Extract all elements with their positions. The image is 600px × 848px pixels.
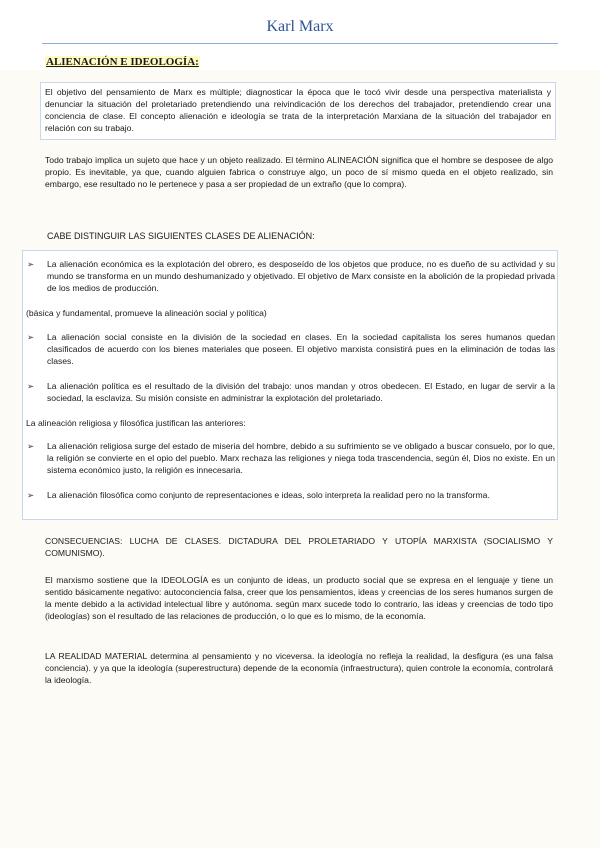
arrow-bullet-icon: ➢	[27, 441, 35, 451]
intro-box	[40, 82, 556, 140]
arrow-bullet-icon: ➢	[27, 381, 35, 391]
arrow-bullet-icon: ➢	[27, 259, 35, 269]
intro-text: El objetivo del pensamiento de Marx es múltiple; diagnosticar la época que le tocó vivir desde una perspectiva materialista y denunciar la situación del proletariado pretendiendo una reivindicación de los derechos del trabajador, pretendiendo crear una conciencia de clase. El concepto alienación e ideología se trata de la interpretación Marxiana de la situación del trabajador en relación con su trabajo.	[45, 87, 551, 133]
bullet-text: La alienación religiosa surge del estado de miseria del hombre, debido a su sufrimiento se ve obligado a buscar consuelo, por lo que, la religión se convierte en el opio del pueblo. Marx rechaza las religiones y niega toda trascendencia, según él, Dios no existe. En un sistema económico justo, la religión es innecesaria.	[47, 441, 555, 475]
arrow-bullet-icon: ➢	[27, 332, 35, 342]
section-heading: ALIENACIÓN E IDEOLOGÍA:	[46, 56, 199, 68]
page-header	[0, 0, 600, 44]
bullet-religious	[27, 440, 555, 476]
document-title: Karl Marx	[266, 18, 334, 35]
bullet-text: La alienación social consiste en la división de la sociedad en clases. En la sociedad capitalista los seres humanos quedan clasificados de acuerdo con los bienes materiales que poseen. El objetivo marxista consistirá pues en la eliminación de todas las clases.	[47, 332, 555, 366]
bullet-social	[27, 331, 555, 367]
paragraph-material-reality: LA REALIDAD MATERIAL determina al pensamiento y no viceversa. la ideología no refleja la realidad, la desfigura (es una falsa conciencia). y ya que la ideología (superestructura) depende de la economía (infraestructura), quien controle la economía, controlará la ideología.	[45, 651, 553, 685]
arrow-bullet-icon: ➢	[27, 490, 35, 500]
page-body	[0, 56, 600, 848]
header-rule	[42, 43, 558, 44]
bullet-text: La alienación filosófica como conjunto de representaciones e ideas, solo interpreta la realidad pero no la transforma.	[47, 490, 490, 500]
note-basic: (básica y fundamental, promueve la alineación social y política)	[26, 308, 267, 318]
note-religious: La alineación religiosa y filosófica justifican las anteriores:	[26, 418, 246, 428]
bullet-political	[27, 380, 555, 404]
bullet-text: La alienación económica es la explotación del obrero, es desposeído de los objetos que produce, no es dueño de su actividad y su mundo se transforma en un mundo deshumanizado y objetivado. El objetivo de Marx consiste en la abolición de la propiedad privada de los medios de producción.	[47, 259, 555, 293]
bullet-text: La alienación política es el resultado de la división del trabajo: unos mandan y otros obedecen. El Estado, en lugar de servir a la sociedad, la esclaviza. Su misión consiste en administrar la explotación del proletariado.	[47, 381, 555, 403]
bullet-economic	[27, 258, 555, 294]
paragraph-consequences: CONSECUENCIAS: LUCHA DE CLASES. DICTADURA DEL PROLETARIADO Y UTOPÍA MARXISTA (SOCIALISMO Y COMUNISMO).	[45, 536, 553, 558]
paragraph-ideology: El marxismo sostiene que la IDEOLOGÍA es un conjunto de ideas, un producto social que se expresa en el lenguaje y tiene un sentido básicamente negativo: autoconciencia falsa, creer que los pensamientos, ideas y creencias de los seres humanos surgen de la mente debido a la actividad intelectual libre y autónoma. según marx sucede todo lo contrario, las ideas y creencias de todo tipo (ideologías) son el resultado de las relaciones de producción, o lo que es lo mismo, de la economía.	[45, 575, 553, 621]
subheading-alienation-types: CABE DISTINGUIR LAS SIGUIENTES CLASES DE ALIENACIÓN:	[47, 231, 315, 241]
paragraph-work: Todo trabajo implica un sujeto que hace y un objeto realizado. El término ALINEACIÓN significa que el hombre se desposee de algo propio. Es inevitable, ya que, cuando alguien fabrica o construye algo, un poco de sí mismo queda en el objeto realizado, sin embargo, ese resultado no le pertenece y pasa a ser propiedad de un extraño (que lo compra).	[45, 155, 553, 189]
bullet-philosophical	[27, 489, 555, 501]
